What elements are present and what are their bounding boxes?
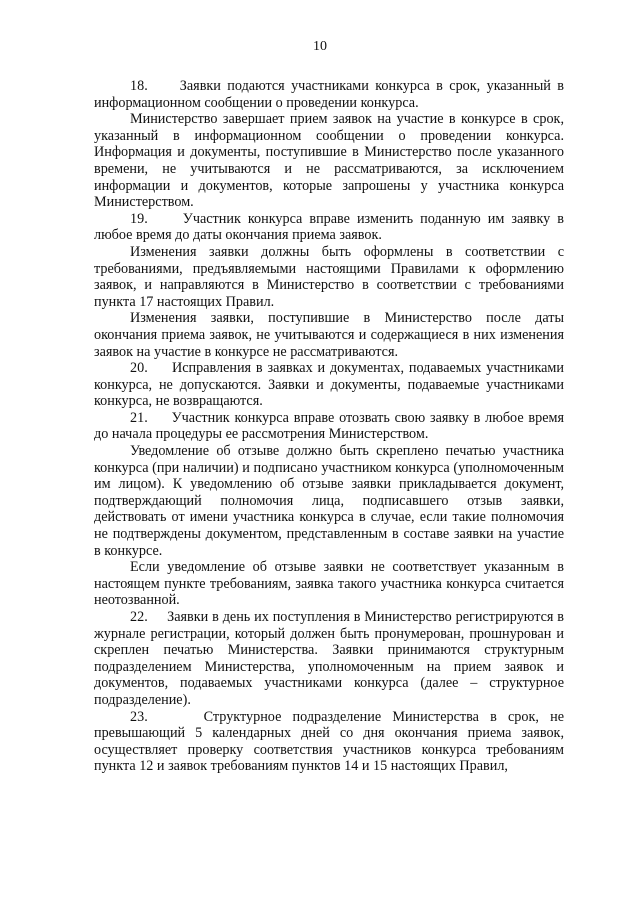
- paragraph-21-notice: Уведомление об отзыве должно быть скреплено печатью участника конкурса (при наличии) и подписано участником конкурса (уполномоченным им лицом). К уведомлению об отзыве заявки прикладывается документ, подтверждающий полномочия лица, подписавшего отзыв заявки, действовать от имени участника конкурса в случае, если такие полномочия не подтверждены документом, представленным в составе заявки на участие в конкурсе.: [94, 443, 564, 559]
- paragraph-19-format: Изменения заявки должны быть оформлены в соответствии с требованиями, предъявляемыми настоящими Правилами к оформлению заявок, и направляются в Министерство в соответствии с требованиями пункта 17 настоящих Правил.: [94, 243, 564, 310]
- page-number: 10: [313, 39, 327, 54]
- document-body: [94, 78, 564, 775]
- paragraph-19-late-changes: Изменения заявки, поступившие в Министерство после даты окончания приема заявок, не учитываются и содержащиеся в них изменения заявок на участие в конкурсе не рассматриваются.: [94, 310, 564, 360]
- paragraph-21: 21. Участник конкурса вправе отозвать свою заявку в любое время до начала процедуры ее рассмотрения Министерством.: [94, 409, 564, 443]
- paragraph-18: 18. Заявки подаются участниками конкурса в срок, указанный в информационном сообщении о проведении конкурса.: [94, 78, 564, 111]
- paragraph-18-deadline: Министерство завершает прием заявок на участие в конкурсе в срок, указанный в информационном сообщении о проведении конкурса. Информация и документы, поступившие в Министерство после указанного времени, не учитываются и не рассматриваются, за исключением информации и документов, которые запрошены у участника конкурса Министерством.: [94, 111, 564, 211]
- paragraph-22: 22. Заявки в день их поступления в Министерство регистрируются в журнале регистрации, который должен быть пронумерован, прошнурован и скреплен печатью Министерства. Заявки принимаются структурным подразделением Министерства, уполномоченным на прием заявок и документов, подаваемых участниками конкурса (далее – структурное подразделение).: [94, 609, 564, 708]
- paragraph-23: 23. Структурное подразделение Министерства в срок, не превышающий 5 календарных дней со дня окончания приема заявок, осуществляет проверку соответствия участников конкурса требованиям пункта 12 и заявок требованиям пунктов 14 и 15 настоящих Правил,: [94, 708, 564, 775]
- paragraph-21-noncompliant: Если уведомление об отзыве заявки не соответствует указанным в настоящем пункте требованиям, заявка такого участника конкурса считается неотозванной.: [94, 559, 564, 609]
- paragraph-19: 19. Участник конкурса вправе изменить поданную им заявку в любое время до даты окончания приема заявок.: [94, 210, 564, 244]
- paragraph-20: 20. Исправления в заявках и документах, подаваемых участниками конкурса, не допускаются. Заявки и документы, подаваемые участниками конкурса, не возвращаются.: [94, 360, 564, 410]
